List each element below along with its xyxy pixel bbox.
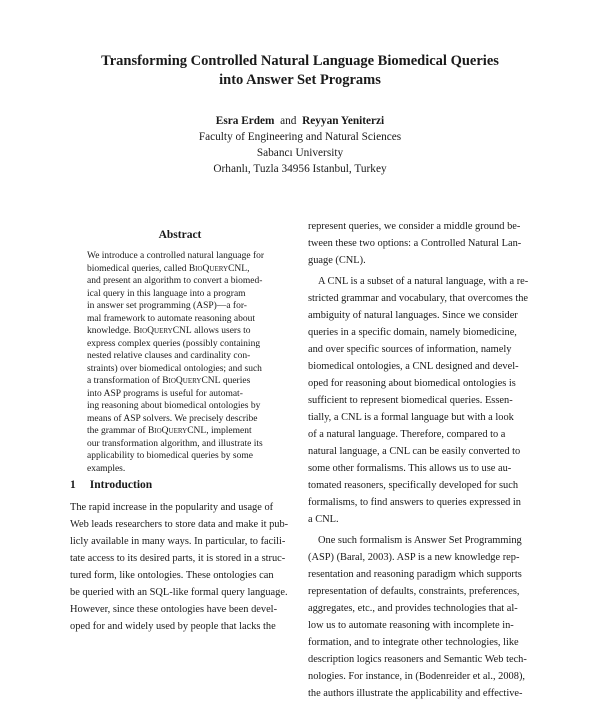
body-line: and over specific sources of information, namely [308,344,512,355]
body-line: low us to automate reasoning with incomplete in- [308,620,514,631]
introduction-body [70,499,292,635]
abstract-line: ing reasoning about biomedical ontologies by [87,401,261,411]
abstract-line: applicability to biomedical queries by some [87,451,253,461]
title-line-2: into Answer Set Programs [219,72,381,88]
body-line: formalisms, to find answers to queries expressed in [308,497,521,508]
abstract-line: our transformation algorithm, and illustrate its [87,438,263,449]
abstract-body [87,250,277,475]
system-name: BioQueryCNL [162,376,221,386]
body-line: ambiguity of natural languages. Since we consider [308,310,518,321]
body-line: represent queries, we consider a middle ground be- [308,221,521,232]
body-line: a CNL. [308,514,339,525]
abstract-line: knowledge. BioQueryCNL allows users to [87,326,251,336]
body-line: One such formalism is Answer Set Programming [318,535,522,546]
abstract-line: biomedical queries, called BioQueryCNL, [87,263,250,274]
body-line: resentation and reasoning paradigm which supports [308,569,522,580]
body-line: formation, and to integrate other technologies, like [308,637,519,648]
system-name: BioQueryCNL [147,426,207,436]
author-block [100,113,500,177]
body-line: tially, a CNL is a formal language but with a look [308,412,514,423]
introduction-heading [70,479,152,491]
intro-line: be queried with an SQL-like formal query language. [70,587,288,598]
body-line: A CNL is a subset of a natural language, with a re- [318,276,529,287]
abstract-heading: Abstract [158,229,202,241]
abstract-line: and present an algorithm to convert a biomed- [87,276,263,286]
abstract-line: express complex queries (possibly containing [87,338,261,349]
body-line: nologies. For instance, in (Bodenreider et al., 2008), [308,671,525,682]
author-2: Reyyan Yeniterzi [302,115,385,127]
author-names [100,113,500,129]
body-line: the authors illustrate the applicability and effective- [308,688,523,699]
body-line: guage (CNL). [308,255,366,266]
abstract-line: the grammar of BioQueryCNL, implement [87,426,252,436]
intro-line: licly available in many ways. In particular, to facili- [70,536,286,547]
section-number: 1 [70,479,76,491]
abstract-line: means of ASP solvers. We precisely describe [87,413,258,424]
abstract-line: examples. [87,463,126,474]
intro-line: The rapid increase in the popularity and usage of [70,502,274,513]
abstract-line: ical query in this language into a program [87,288,246,299]
section-title: Introduction [89,479,153,491]
body-line: of a natural language. Therefore, compared to a [308,429,506,440]
title-line-1: Transforming Controlled Natural Language Biomedical Queries [101,53,499,69]
body-line: description logics reasoners and Semantic Web tech- [308,654,527,665]
body-line: natural language, a CNL can be easily converted to [308,446,521,457]
body-line: oped for reasoning about biomedical ontologies is [308,378,516,389]
body-line: tomated reasoners, specifically developed for such [308,480,519,491]
body-line: sufficient to represent biomedical queries. Essen- [308,395,513,406]
body-line: queries in a specific domain, namely biomedicine, [308,327,517,338]
author-1: Esra Erdem [215,115,275,127]
intro-line: However, since these ontologies have been devel- [70,604,278,615]
intro-line: Web leads researchers to store data and make it pub- [70,519,289,530]
intro-line: tate access to its desired parts, it is stored in a struc- [70,553,286,564]
intro-line: oped for and widely used by people that lacks the [70,621,276,632]
abstract-line: into ASP programs is useful for automat- [87,388,243,399]
system-name: BioQueryCNL [133,326,192,336]
paper-title [60,52,540,90]
affiliation: Faculty of Engineering and Natural Sciences [198,131,402,143]
university: Sabancı University [256,147,344,159]
author-conjunction: and [280,115,297,127]
body-line: aggregates, etc., and provides technologies that al- [308,603,518,614]
body-line: biomedical ontologies, a CNL designed and devel- [308,361,519,372]
address: Orhanlı, Tuzla 34956 Istanbul, Turkey [213,163,387,175]
abstract-line: nested relative clauses and cardinality con- [87,351,251,361]
abstract-line: We introduce a controlled natural language for [87,251,265,261]
abstract-line: a transformation of BioQueryCNL queries [87,376,251,386]
intro-line: tured form, like ontologies. These ontologies can [70,570,274,581]
system-name: BioQueryCNL [188,263,248,274]
body-line: tween these two options: a Controlled Natural Lan- [308,238,522,249]
body-line: (ASP) (Baral, 2003). ASP is a new knowledge rep- [308,552,520,563]
body-line: representation of defaults, constraints, preferences, [308,586,520,597]
abstract-line: mal framework to automate reasoning about [87,313,256,324]
abstract-line: straints) over biomedical ontologies; and such [87,363,262,374]
body-line: some other formalisms. This allows us to use au- [308,463,512,474]
body-line: stricted grammar and vocabulary, that overcomes the [308,293,529,304]
abstract-line: in answer set programming (ASP)—a for- [87,301,247,311]
right-column [308,218,532,702]
